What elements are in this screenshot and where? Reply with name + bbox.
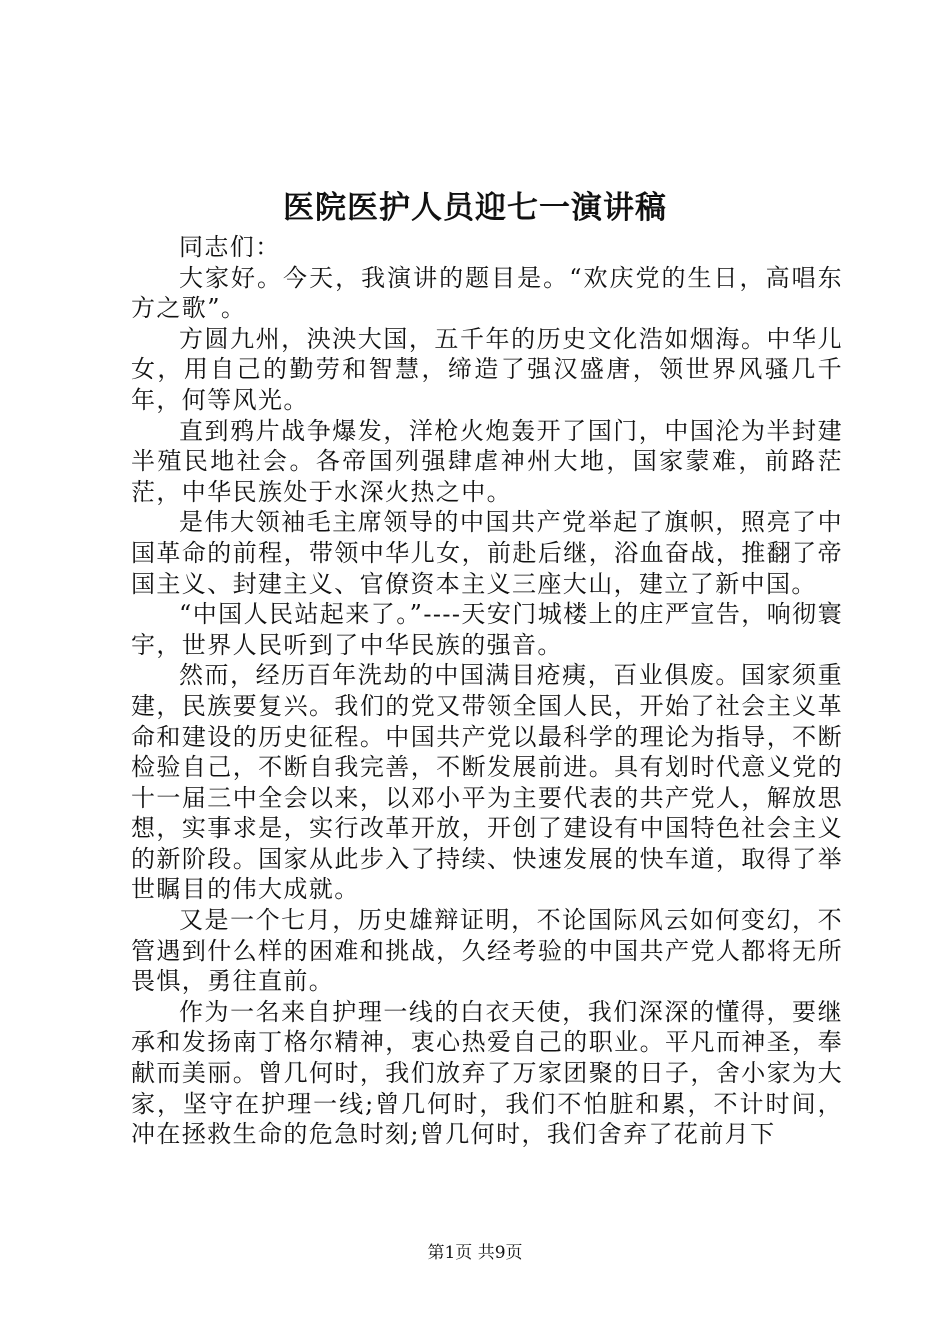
paragraph: 然而，经历百年洗劫的中国满目疮痍，百业俱废。国家须重建，民族要复兴。我们的党又带领全国人民，开始了社会主义革命和建设的历史征程。中国共产党以最科学的理论为指导，不断检验自己，不断自我完善，不断发展前进。具有划时代意义党的十一届三中全会以来，以邓小平为主要代表的共产党人，解放思想，实事求是，实行改革开放，开创了建设有中国特色社会主义的新阶段。国家从此步入了持续、快速发展的快车道，取得了举世瞩目的伟大成就。 [131, 661, 843, 904]
paragraph: 大家好。今天，我演讲的题目是。“欢庆党的生日，高唱东方之歌”。 [131, 263, 843, 323]
paragraph: 方圆九州，泱泱大国，五千年的历史文化浩如烟海。中华儿女，用自己的勤劳和智慧，缔造了强汉盛唐，领世界风骚几千年，何等风光。 [131, 324, 843, 414]
paragraph: 直到鸦片战争爆发，洋枪火炮轰开了国门，中国沦为半封建半殖民地社会。各帝国列强肆虐神州大地，国家蒙难，前路茫茫，中华民族处于水深火热之中。 [131, 416, 843, 506]
document-body [131, 232, 843, 1150]
paragraph: “中国人民站起来了。”----天安门城楼上的庄严宣告，响彻寰宇，世界人民听到了中华民族的强音。 [131, 600, 843, 659]
document-title: 医院医护人员迎七一演讲稿 [283, 190, 667, 226]
paragraph: 是伟大领袖毛主席领导的中国共产党举起了旗帜，照亮了中国革命的前程，带领中华儿女，前赴后继，浴血奋战，推翻了帝国主义、封建主义、官僚资本主义三座大山，建立了新中国。 [131, 508, 843, 598]
paragraph: 作为一名来自护理一线的白衣天使，我们深深的懂得，要继承和发扬南丁格尔精神，衷心热爱自己的职业。平凡而神圣，奉献而美丽。曾几何时，我们放弃了万家团聚的日子，舍小家为大家，坚守在护理一线;曾几何时，我们不怕脏和累，不计时间，冲在拯救生命的危急时刻;曾几何时，我们舍弃了花前月下 [131, 997, 843, 1149]
salutation: 同志们： [179, 233, 281, 261]
page-number-footer: 第1页 共9页 [427, 1243, 523, 1263]
paragraph: 又是一个七月，历史雄辩证明，不论国际风云如何变幻，不管遇到什么样的困难和挑战，久经考验的中国共产党人都将无所畏惧，勇往直前。 [131, 906, 843, 996]
